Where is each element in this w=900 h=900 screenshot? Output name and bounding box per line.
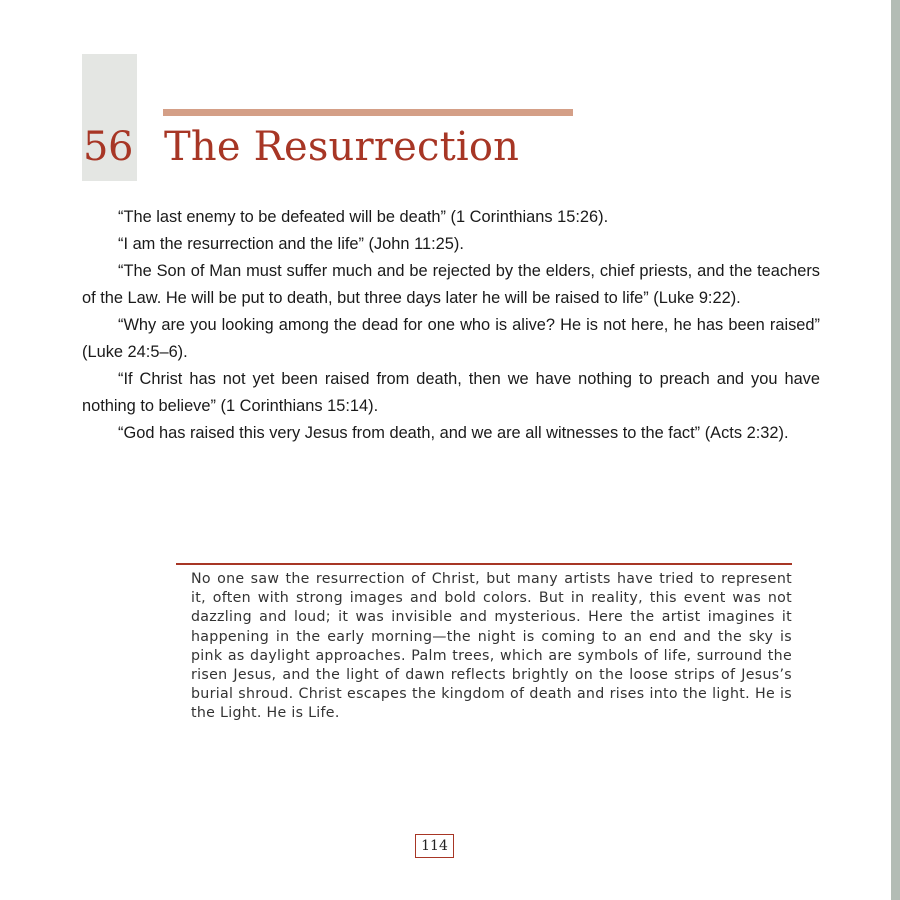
- quote-paragraph: “The Son of Man must suffer much and be rejected by the elders, chief priests, and the teachers of the Law. He will be put to death, but three days later he will be raised to life” (Luke 9:22).: [82, 262, 820, 307]
- caption-divider: [176, 563, 792, 565]
- quote-paragraph: “The last enemy to be defeated will be death” (1 Corinthians 15:26).: [118, 208, 609, 226]
- quote-paragraph: “If Christ has not yet been raised from death, then we have nothing to preach and you have nothing to believe” (1 Corinthians 15:14).: [82, 370, 820, 415]
- artwork-caption: No one saw the resurrection of Christ, but many artists have tried to represent it, often with strong images and bold colors. But in reality, this event was not dazzling and loud; it was invisible and mysterious. Here the artist imagines it happening in the early morning—the night is coming to an end and the sky is pink as daylight approaches. Palm trees, which are symbols of life, surround the risen Jesus, and the light of dawn reflects brightly on the loose strips of Jesus’s burial shroud. Christ escapes the kingdom of death and rises into the light. He is the Light. He is Life.: [191, 571, 792, 722]
- page-number: 114: [415, 834, 454, 858]
- quote-paragraph: “I am the resurrection and the life” (John 11:25).: [118, 235, 464, 253]
- title-decorative-rule: [163, 109, 573, 116]
- page-edge-strip: [891, 0, 900, 900]
- quote-paragraph: “God has raised this very Jesus from death, and we are all witnesses to the fact” (Acts 2:32).: [118, 424, 789, 442]
- chapter-title: The Resurrection: [164, 124, 520, 170]
- chapter-number: 56: [83, 124, 133, 170]
- quote-paragraph: “Why are you looking among the dead for one who is alive? He is not here, he has been raised” (Luke 24:5–6).: [82, 316, 820, 361]
- scripture-quotes: [82, 204, 820, 447]
